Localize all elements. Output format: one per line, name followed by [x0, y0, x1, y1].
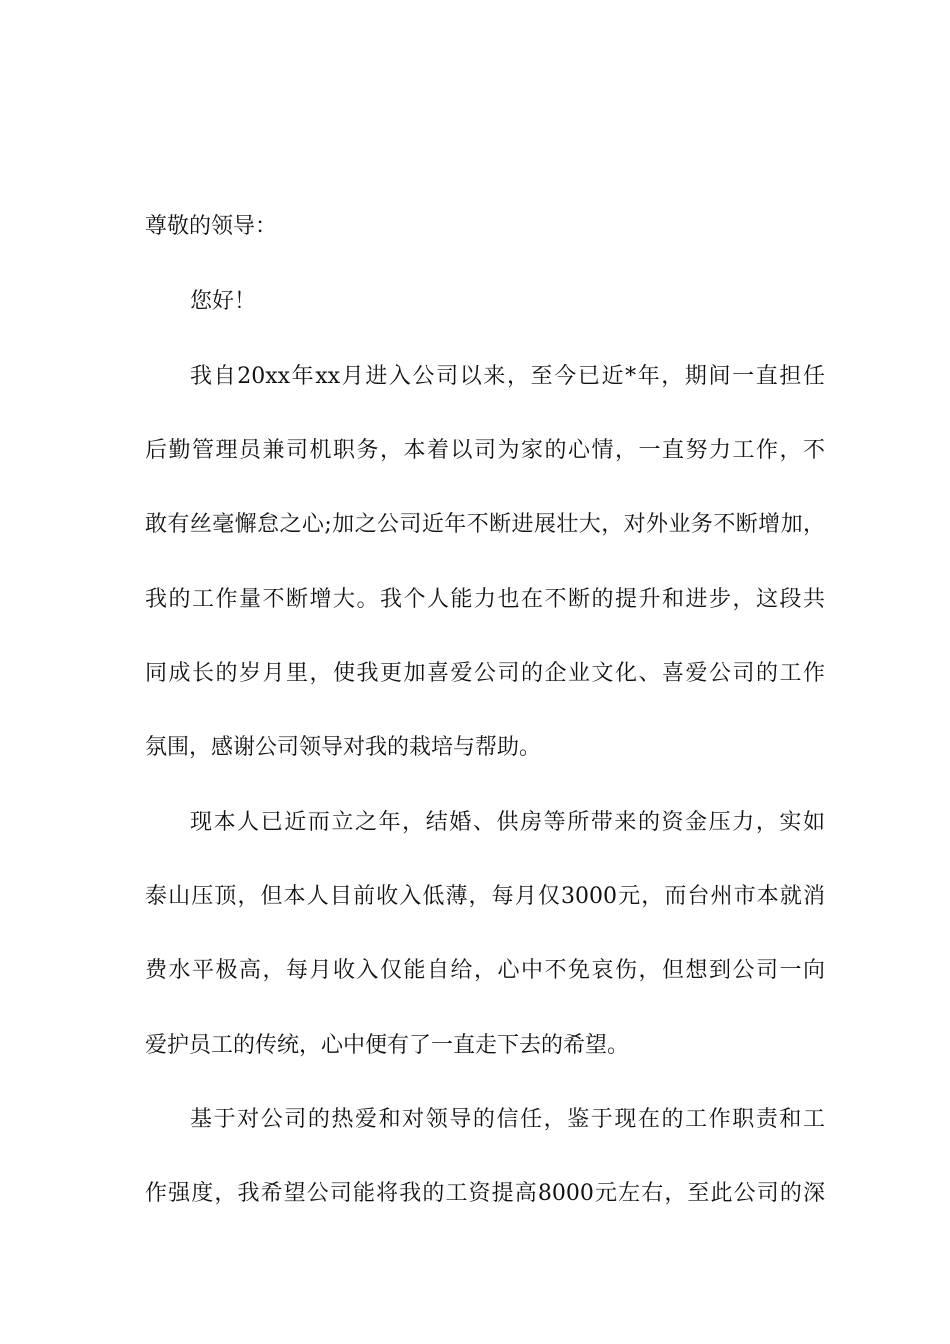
paragraph-line: 氛围，感谢公司领导对我的栽培与帮助。	[145, 735, 542, 760]
paragraph-line: 泰山压顶，但本人目前收入低薄，每月仅3000元，而台州市本就消	[145, 884, 825, 909]
paragraph-line: 同成长的岁月里，使我更加喜爱公司的企业文化、喜爱公司的工作	[145, 661, 825, 686]
paragraph-line: 爱护员工的传统，心中便有了一直走下去的希望。	[145, 1033, 630, 1058]
paragraph-line: 敢有丝毫懈怠之心;加之公司近年不断进展壮大，对外业务不断增加，	[145, 512, 825, 537]
paragraph-line: 基于对公司的热爱和对领导的信任，鉴于现在的工作职责和工	[190, 1107, 825, 1132]
paragraph-line: 现本人已近而立之年，结婚、供房等所带来的资金压力，实如	[190, 810, 825, 835]
salutation: 尊敬的领导：	[145, 214, 278, 239]
paragraph-line: 作强度，我希望公司能将我的工资提高8000元左右，至此公司的深	[145, 1181, 825, 1206]
paragraph-line: 我自20xx年xx月进入公司以来，至今已近*年，期间一直担任	[190, 364, 825, 389]
paragraph-line: 后勤管理员兼司机职务，本着以司为家的心情，一直努力工作，不	[145, 438, 825, 463]
greeting: 您好！	[190, 289, 257, 314]
paragraph-line: 费水平极高，每月收入仅能自给，心中不免哀伤，但想到公司一向	[145, 958, 825, 983]
paragraph-line: 我的工作量不断增大。我个人能力也在不断的提升和进步，这段共	[145, 587, 825, 612]
